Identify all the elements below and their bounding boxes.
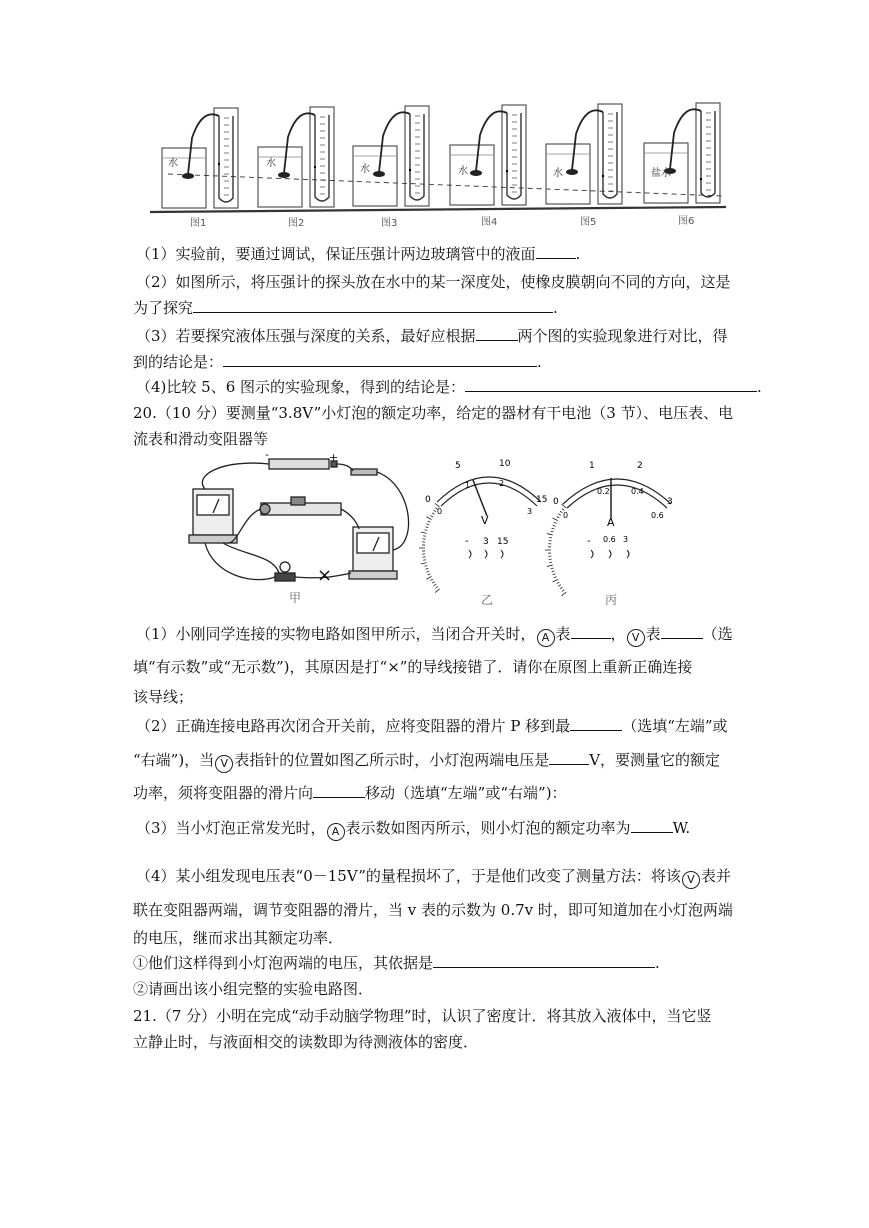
q20-part4-line4: ①他们这样得到小灯泡两端的电压，其依据是 . (133, 954, 660, 972)
battery (269, 459, 329, 469)
svg-text:-: - (587, 536, 591, 547)
svg-text:3: 3 (667, 497, 673, 507)
switch (351, 469, 377, 475)
answer-blank[interactable] (313, 783, 365, 798)
svg-text:0: 0 (563, 511, 569, 520)
q20-part4-line5: ②请画出该小组完整的实验电路图． (133, 980, 374, 998)
svg-text:3: 3 (483, 537, 489, 547)
ammeter-symbol: A (607, 516, 615, 529)
svg-text:2: 2 (499, 479, 505, 488)
svg-text:水: 水 (553, 168, 563, 179)
dial-inner-arc (567, 485, 667, 508)
svg-text:0.6: 0.6 (651, 511, 664, 520)
answer-blank[interactable] (433, 953, 655, 968)
fig-label: 图6 (678, 216, 695, 227)
svg-text:2: 2 (637, 461, 643, 471)
voltmeter-symbol: V (481, 514, 489, 527)
svg-text:0.6: 0.6 (603, 535, 616, 544)
q21-line2: 立静止时，与液面相交的读数即为待测液体的密度． (133, 1033, 479, 1051)
q20-part2-line3: 功率，须将变阻器的滑片向 移动（选填“左端”或“右端”)： (133, 784, 567, 802)
fig-label: 图1 (190, 218, 207, 229)
pressure-gauge-setup (450, 105, 526, 205)
svg-text:0: 0 (425, 495, 431, 505)
fig-label: 图3 (381, 218, 398, 229)
fig-label-jia: 甲 (289, 591, 302, 605)
answer-blank[interactable] (223, 352, 537, 367)
svg-text:水: 水 (458, 166, 468, 177)
svg-text:0: 0 (553, 497, 559, 507)
svg-text:15: 15 (497, 537, 509, 547)
svg-text:3: 3 (623, 535, 629, 544)
dial-outer-arc (563, 479, 671, 504)
answer-blank[interactable] (661, 624, 703, 639)
q19-part2-line1: （2）如图所示，将压强计的探头放在水中的某一深度处，使橡皮膜朝向不同的方向，这是 (136, 273, 731, 291)
lamp-holder (275, 573, 295, 581)
answer-blank[interactable] (570, 716, 622, 731)
answer-blank[interactable] (465, 377, 757, 392)
liquid-labels (168, 156, 671, 179)
svg-text:0.4: 0.4 (631, 487, 644, 496)
dial-inner-arc (441, 483, 537, 506)
answer-blank[interactable] (631, 818, 673, 833)
q20-part1-line1: （1）小刚同学连接的实物电路如图甲所示，当闭合开关时， A 表 ， V 表 （选 (136, 624, 733, 647)
dial-outer-arc (437, 477, 541, 502)
q20-part4-line1: （4）某小组发现电压表“0－15V”的量程损坏了，于是他们改变了测量方法：将该 V 表并 (136, 866, 731, 889)
q19-part3-line2: 到的结论是： . (133, 353, 542, 371)
voltmeter-symbol-icon: V (682, 871, 700, 889)
fig-label: 图4 (481, 217, 498, 228)
svg-text:3: 3 (527, 507, 533, 516)
q20-part3: （3）当小灯泡正常发光时， A 表示数如图丙所示，则小灯泡的额定功率为 W. (136, 818, 690, 841)
svg-text:水: 水 (266, 158, 276, 169)
fig-label-yi: 乙 (481, 593, 494, 607)
answer-blank[interactable] (476, 326, 518, 341)
answer-blank[interactable] (193, 298, 553, 313)
q20-part4-line2: 联在变阻器两端，调节变阻器的滑片，当 v 表的示数为 0.7v 时，即可知道加在小灯泡两端 (133, 901, 733, 919)
voltmeter-symbol-icon: V (627, 629, 645, 647)
fig-label: 图5 (580, 217, 597, 228)
figure-labels (190, 215, 694, 229)
q21-line1: 21.（7 分）小明在完成“动手动脑学物理”时，认识了密度计．将其放入液体中，当它竖 (133, 1007, 712, 1025)
svg-text:5: 5 (455, 461, 461, 471)
q20-part1-line2: 填“有示数”或“无示数”)，其原因是打“×”的导线接错了．请你在原图上重新正确连接 (133, 658, 693, 676)
svg-text:-: - (465, 536, 469, 547)
q20-part2-line2: “右端”)，当 V 表指针的位置如图乙所示时，小灯泡两端电压是 V，要测量它的额定 (133, 750, 720, 773)
cross-mark: × (317, 565, 333, 586)
ammeter-symbol-icon: A (327, 823, 345, 841)
q19-part3-line1: （3）若要探究液体压强与深度的关系，最好应根据 两个图的实验现象进行对比，得 (136, 327, 728, 345)
voltmeter-dial-figure (425, 458, 553, 606)
pressure-gauge-setup (258, 107, 334, 207)
q20-heading-line1: 20.（10 分）要测量“3.8V”小灯泡的额定功率，给定的器材有干电池（3 节）、电压表、电 (133, 404, 734, 422)
q19-part2-line2: 为了探究 . (133, 299, 558, 317)
fig-label-bing: 丙 (605, 593, 618, 607)
answer-blank[interactable] (536, 244, 576, 259)
svg-text:水: 水 (360, 164, 370, 175)
pressure-gauge-setup (353, 106, 429, 206)
answer-blank[interactable] (549, 750, 589, 765)
battery-plus: + (329, 451, 339, 464)
ammeter-dial-figure (553, 458, 681, 606)
svg-text:10: 10 (499, 459, 511, 469)
svg-text:15: 15 (536, 495, 548, 505)
battery-minus: - (265, 448, 269, 461)
svg-text:0.2: 0.2 (597, 487, 610, 496)
answer-blank[interactable] (571, 624, 611, 639)
q19-part1: （1）实验前，要通过调试，保证压强计两边玻璃管中的液面 . (136, 245, 581, 263)
svg-text:1: 1 (589, 461, 595, 471)
q19-part4: （4)比较 5、6 图示的实验现象，得到的结论是： . (136, 378, 762, 396)
svg-text:水: 水 (168, 158, 178, 169)
svg-text:盐水: 盐水 (651, 168, 671, 179)
svg-text:0: 0 (437, 507, 443, 516)
q20-part2-line1: （2）正确连接电路再次闭合开关前，应将变阻器的滑片 P 移到最 （选填“左端”或 (136, 717, 728, 735)
circuit-figure (183, 448, 423, 605)
voltmeter-pointer (473, 480, 487, 516)
ammeter-symbol-icon: A (537, 629, 555, 647)
pressure-gauge-setup (644, 103, 720, 203)
svg-text:1: 1 (465, 481, 471, 490)
q20-part1-line3: 该导线； (133, 688, 194, 706)
q20-part4-line3: 的电压，继而求出其额定功率． (133, 929, 344, 947)
q20-heading-line2: 流表和滑动变阻器等 (133, 430, 269, 448)
voltmeter-symbol-icon: V (215, 755, 233, 773)
pressure-experiment-figure (148, 104, 728, 228)
fig-label: 图2 (288, 218, 305, 229)
